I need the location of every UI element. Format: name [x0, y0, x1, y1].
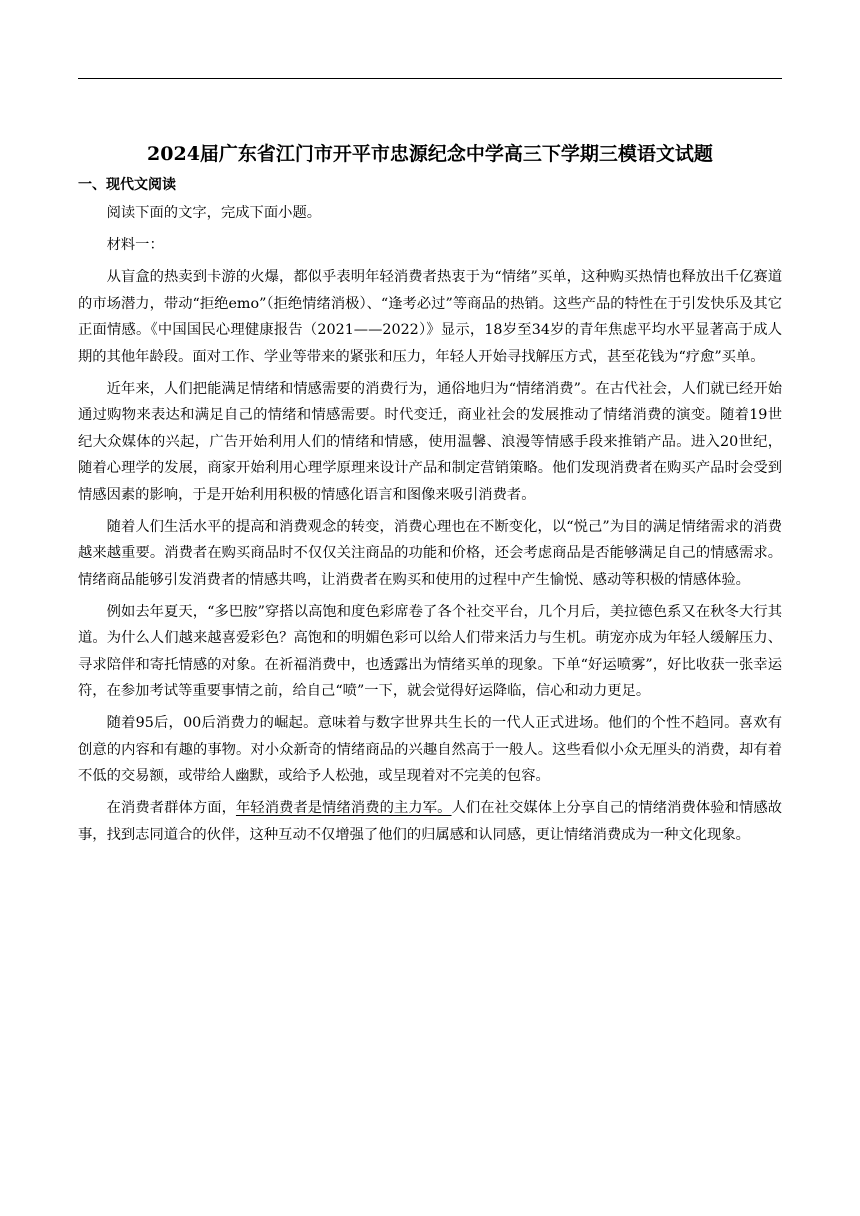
paragraph-5: 随着95后，00后消费力的崛起。意味着与数字世界共生长的一代人正式进场。他们的个性不趋同。喜欢有创意的内容和有趣的事物。对小众新奇的情绪商品的兴趣自然高于一般人。这些看似小众无厘头的消费，却有着不低的交易额，或带给人幽默，或给予人松弛，或呈现着对不完美的包容。: [78, 715, 782, 784]
instruction-line: 阅读下面的文字，完成下面小题。: [106, 205, 322, 221]
section-heading: 一、现代文阅读: [78, 177, 176, 193]
paragraph-3: 随着人们生活水平的提高和消费观念的转变，消费心理也在不断变化，以“悦己”为目的满足情绪需求的消费越来越重要。消费者在购买商品时不仅仅关注商品的功能和价格，还会考虑商品是否能够满足自己的情感需求。情绪商品能够引发消费者的情感共鸣，让消费者在购买和使用的过程中产生愉悦、感动等积极的情感体验。: [78, 518, 782, 588]
paragraph-6: [78, 795, 782, 848]
paragraph-1: 从盲盒的热卖到卡游的火爆，都似乎表明年轻消费者热衷于为“情绪”买单，这种购买热情也释放出千亿赛道的市场潜力，带动“拒绝emo”（拒绝情绪消极）、“逢考必过”等商品的热销。这些产品的特性在于引发快乐及其它正面情感。《中国国民心理健康报告（2021——2022）》显示，18岁至34岁的青年焦虑平均水平显著高于成人期的其他年龄段。面对工作、学业等带来的紧张和压力，年轻人开始寻找解压方式，甚至花钱为“疗愈”买单。: [78, 269, 782, 365]
paragraph-4: 例如去年夏天，“多巴胺”穿搭以高饱和度色彩席卷了各个社交平台，几个月后，美拉德色系又在秋冬大行其道。为什么人们越来越喜爱彩色？高饱和的明媚色彩可以给人们带来活力与生机。萌宠亦成为年轻人缓解压力、寻求陪伴和寄托情感的对象。在祈福消费中，也透露出为情绪买单的现象。下单“好运喷雾”，好比收获一张幸运符，在参加考试等重要事情之前，给自己“喷”一下，就会觉得好运降临，信心和动力更足。: [78, 603, 782, 699]
page-title: 2024届广东省江门市开平市忠源纪念中学高三下学期三模语文试题: [147, 143, 713, 165]
underlined-sentence: 年轻消费者是情绪消费的主力军。: [235, 800, 452, 816]
paragraph-6-lead: 在消费者群体方面，: [106, 800, 236, 816]
header-rule: [78, 78, 782, 79]
reading-passage: [78, 200, 782, 854]
paragraph-2: 近年来，人们把能满足情绪和情感需要的消费行为，通俗地归为“情绪消费”。在古代社会，人们就已经开始通过购物来表达和满足自己的情绪和情感需要。时代变迁，商业社会的发展推动了情绪消费的演变。随着19世纪大众媒体的兴起，广告开始利用人们的情绪和情感，使用温馨、浪漫等情感手段来推销产品。进入20世纪，随着心理学的发展，商家开始利用心理学原理来设计产品和制定营销策略。他们发现消费者在购买产品时会受到情感因素的影响，于是开始利用积极的情感化语言和图像来吸引消费者。: [78, 380, 782, 503]
paragraph-6-rest: 人们在社交媒体上分享自己的情绪消费体验和情感故事，找到志同道合的伙伴，这种互动不仅增强了他们的归属感和认同感，更让情绪消费成为一种文化现象。: [78, 800, 783, 843]
material-label: 材料一：: [106, 237, 164, 253]
